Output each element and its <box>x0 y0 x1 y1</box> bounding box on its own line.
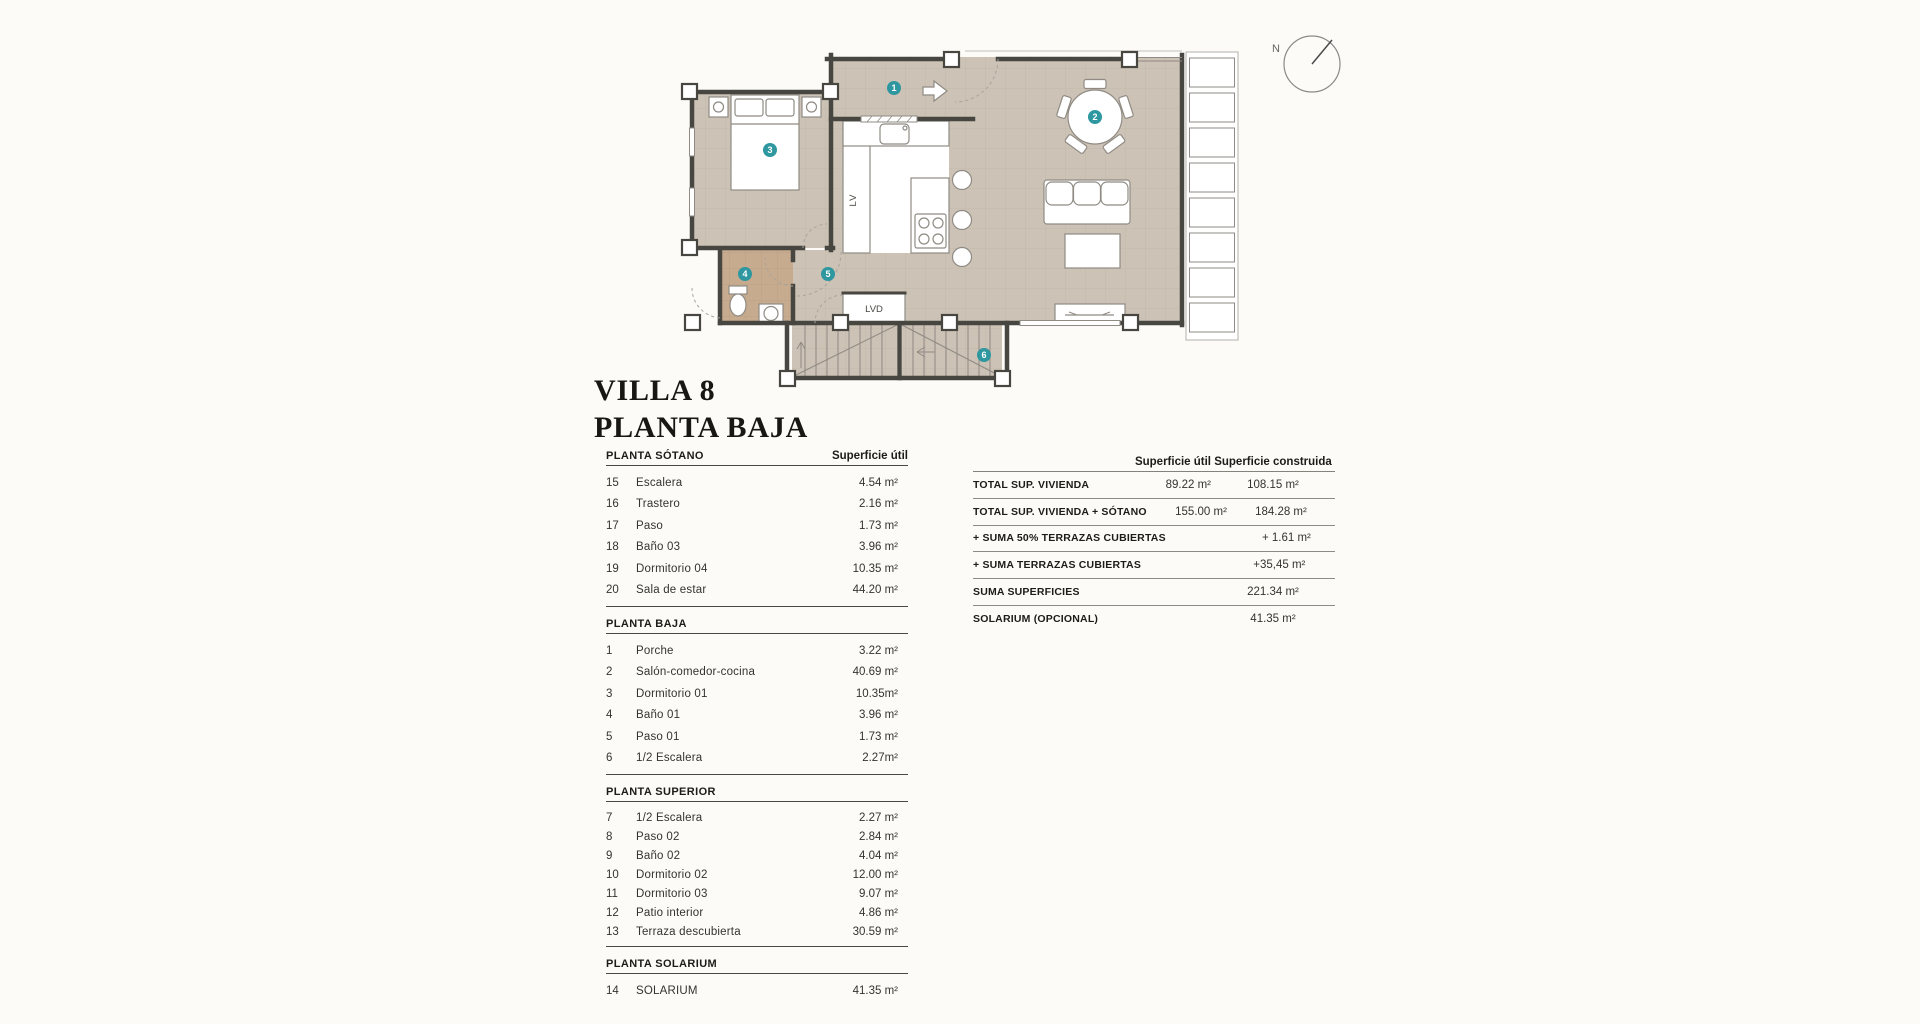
area-row <box>606 827 908 846</box>
sum-label: TOTAL SUP. VIVIENDA + SÓTANO <box>973 505 1147 518</box>
areas-table <box>606 448 908 1016</box>
stool <box>953 211 972 230</box>
row-value: 3.96 m² <box>859 709 898 722</box>
summary-col-util: Superficie útil <box>1134 456 1211 468</box>
svg-text:3: 3 <box>767 145 773 155</box>
row-label: Terraza descubierta <box>636 925 741 938</box>
room-marker-5 <box>821 267 835 281</box>
section-header <box>606 956 908 974</box>
north-compass <box>1262 22 1362 107</box>
row-num: 15 <box>606 476 619 489</box>
area-row <box>606 515 908 537</box>
page-title <box>594 372 808 446</box>
area-row <box>606 884 908 903</box>
sum-util: 155.00 m² <box>1175 505 1227 518</box>
area-row <box>606 580 908 602</box>
row-num: 9 <box>606 849 613 862</box>
sum-built: 41.35 m² <box>1250 612 1296 625</box>
row-num: 5 <box>606 730 613 743</box>
svg-text:4: 4 <box>742 269 748 279</box>
row-num: 11 <box>606 887 618 900</box>
row-label: SOLARIUM <box>636 984 698 997</box>
row-label: 1/2 Escalera <box>636 811 703 824</box>
section-rows <box>606 974 908 1007</box>
terrace-pergola <box>1186 52 1238 340</box>
summary-row <box>973 472 1335 499</box>
areas-section <box>606 784 908 947</box>
row-label: Porche <box>636 644 674 657</box>
svg-text:1: 1 <box>891 83 897 93</box>
row-label: Baño 01 <box>636 709 681 722</box>
section-title: PLANTA SOLARIUM <box>606 958 718 970</box>
area-row <box>606 558 908 580</box>
area-row <box>606 537 908 559</box>
area-row <box>606 662 908 684</box>
tv-bench <box>1055 304 1125 322</box>
row-num: 1 <box>606 644 613 657</box>
sum-built: +35,45 m² <box>1253 559 1306 572</box>
row-num: 19 <box>606 562 619 575</box>
title-line-2: PLANTA BAJA <box>594 411 809 444</box>
area-row <box>606 846 908 865</box>
sum-label: SUMA SUPERFICIES <box>973 586 1080 599</box>
row-value: 10.35 m² <box>852 562 898 575</box>
stove <box>915 214 946 248</box>
row-value: 2.84 m² <box>859 830 898 843</box>
row-value: 2.27m² <box>862 752 898 765</box>
row-num: 18 <box>606 541 619 554</box>
row-label: Dormitorio 03 <box>636 887 708 900</box>
row-num: 20 <box>606 584 619 597</box>
room-marker-6 <box>977 348 991 362</box>
summary-row <box>973 579 1335 606</box>
row-value: 30.59 m² <box>852 925 898 938</box>
row-label: 1/2 Escalera <box>636 752 703 765</box>
stool <box>953 248 972 267</box>
row-label: Baño 03 <box>636 541 681 554</box>
row-value: 12.00 m² <box>852 868 898 881</box>
row-num: 3 <box>606 687 613 700</box>
sum-built: 184.28 m² <box>1255 505 1307 518</box>
row-label: Escalera <box>636 476 683 489</box>
sum-util: 89.22 m² <box>1165 478 1211 491</box>
area-row <box>606 748 908 770</box>
compass-needle <box>1312 40 1332 64</box>
section-title: PLANTA BAJA <box>606 618 687 630</box>
row-label: Salón-comedor-cocina <box>636 666 756 679</box>
row-label: Paso 02 <box>636 830 680 843</box>
row-num: 14 <box>606 984 619 997</box>
row-value: 2.16 m² <box>859 498 898 511</box>
section-rows <box>606 466 908 606</box>
row-label: Dormitorio 04 <box>636 562 708 575</box>
floor-plan <box>665 28 1245 388</box>
row-value: 3.96 m² <box>859 541 898 554</box>
section-header <box>606 448 908 466</box>
area-row <box>606 808 908 827</box>
row-label: Baño 02 <box>636 849 681 862</box>
section-title: PLANTA SUPERIOR <box>606 786 716 798</box>
area-row <box>606 683 908 705</box>
row-num: 8 <box>606 830 613 843</box>
row-label: Dormitorio 02 <box>636 868 708 881</box>
row-num: 7 <box>606 811 613 824</box>
sum-label: + SUMA TERRAZAS CUBIERTAS <box>973 559 1142 572</box>
summary-header <box>973 448 1335 472</box>
row-num: 13 <box>606 925 619 938</box>
areas-section <box>606 448 908 607</box>
room-marker-3 <box>763 143 777 157</box>
svg-text:2: 2 <box>1092 112 1098 122</box>
row-label: Sala de estar <box>636 584 707 597</box>
section-header <box>606 616 908 634</box>
section-rows <box>606 634 908 774</box>
area-row <box>606 726 908 748</box>
area-row <box>606 472 908 494</box>
summary-rows <box>973 472 1335 632</box>
row-num: 4 <box>606 709 613 722</box>
summary-table <box>973 448 1335 632</box>
room-marker-4 <box>738 267 752 281</box>
row-label: Paso 01 <box>636 730 680 743</box>
area-row <box>606 865 908 884</box>
row-value: 41.35 m² <box>852 984 898 997</box>
section-rows <box>606 802 908 946</box>
sum-built: + 1.61 m² <box>1261 532 1311 545</box>
row-value: 40.69 m² <box>852 666 898 679</box>
row-label: Dormitorio 01 <box>636 687 708 700</box>
room-marker-2 <box>1088 110 1102 124</box>
area-row <box>606 494 908 516</box>
row-num: 2 <box>606 666 613 679</box>
area-row <box>606 980 908 1002</box>
area-row <box>606 903 908 922</box>
row-value: 1.73 m² <box>859 519 898 532</box>
laundry-label: LVD <box>865 304 883 315</box>
summary-row <box>973 499 1335 526</box>
row-value: 4.04 m² <box>859 849 898 862</box>
area-row <box>606 922 908 941</box>
bed <box>731 95 799 190</box>
sum-built: 221.34 m² <box>1247 586 1299 599</box>
row-value: 10.35m² <box>855 687 898 700</box>
row-label: Paso <box>636 519 664 532</box>
section-title: PLANTA SÓTANO <box>606 450 704 462</box>
row-num: 10 <box>606 868 619 881</box>
row-value: 9.07 m² <box>859 887 898 900</box>
row-num: 6 <box>606 752 613 765</box>
row-num: 16 <box>606 498 619 511</box>
row-label: Patio interior <box>636 906 704 919</box>
row-label: Trastero <box>636 498 680 511</box>
areas-section <box>606 956 908 1007</box>
summary-row <box>973 606 1335 632</box>
summary-row <box>973 552 1335 579</box>
north-label: N <box>1272 43 1280 55</box>
summary-col-built: Superficie construida <box>1214 456 1332 468</box>
row-value: 44.20 m² <box>852 584 898 597</box>
summary-row <box>973 526 1335 553</box>
row-num: 17 <box>606 519 619 532</box>
areas-section <box>606 616 908 775</box>
room-marker-1 <box>887 81 901 95</box>
stool <box>953 171 972 190</box>
section-col-header: Superficie útil <box>831 450 908 462</box>
row-num: 12 <box>606 906 619 919</box>
area-row <box>606 640 908 662</box>
svg-text:5: 5 <box>825 269 831 279</box>
sum-label: TOTAL SUP. VIVIENDA <box>973 478 1090 491</box>
area-row <box>606 705 908 727</box>
svg-text:6: 6 <box>981 350 987 360</box>
row-value: 4.54 m² <box>859 476 898 489</box>
coffee-table <box>1065 234 1120 268</box>
row-value: 4.86 m² <box>859 906 898 919</box>
row-value: 3.22 m² <box>859 644 898 657</box>
sum-built: 108.15 m² <box>1247 478 1299 491</box>
sofa <box>1044 180 1130 224</box>
sum-label: SOLARIUM (OPCIONAL) <box>973 612 1099 625</box>
section-header <box>606 784 908 802</box>
row-value: 1.73 m² <box>859 730 898 743</box>
row-value: 2.27 m² <box>859 811 898 824</box>
sum-label: + SUMA 50% TERRAZAS CUBIERTAS <box>973 532 1166 545</box>
title-line-1: VILLA 8 <box>594 374 716 407</box>
dishwasher-label: LV <box>848 193 859 207</box>
